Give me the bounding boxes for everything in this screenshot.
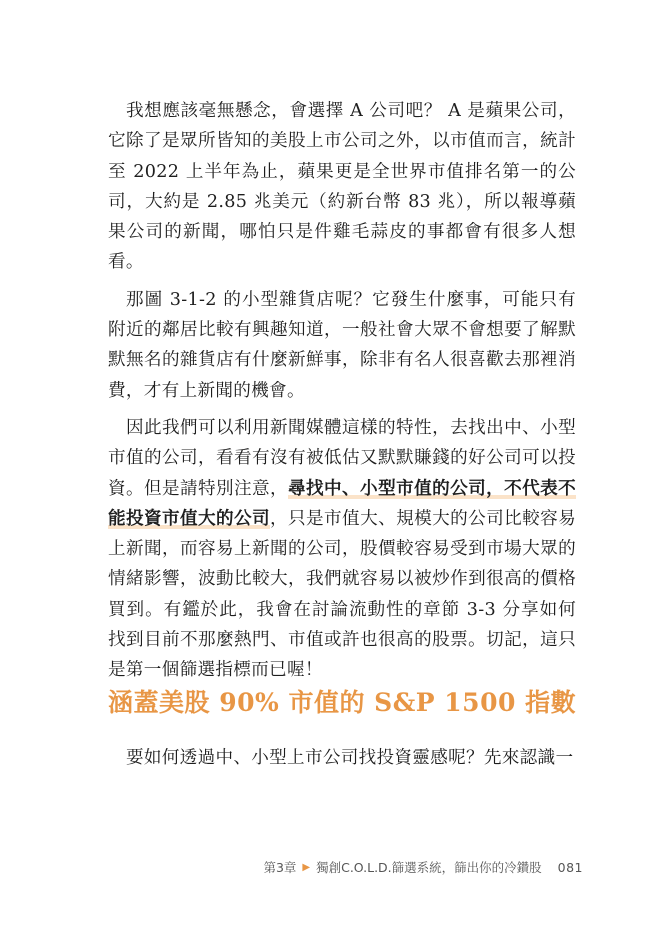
- body-text: [108, 96, 576, 693]
- chapter-label: 第3章: [263, 860, 297, 875]
- paragraph-4: 要如何透過中、小型上市公司找投資靈感呢？先來認識一: [126, 748, 574, 768]
- page-number: 081: [557, 859, 583, 875]
- paragraph-1: 我想應該毫無懸念，會選擇 A 公司吧？ A 是蘋果公司，它除了是眾所皆知的美股上市公司之外，以市值而言，統計至 2022 上半年為止，蘋果更是全世界市值排名第一的公司，大約是 2.85 兆美元（約新台幣 83 兆），所以報導蘋果公司的新聞，哪怕只是件雞毛蒜皮的事都會有很多人想看。: [108, 101, 576, 273]
- chapter-title: 獨創C.O.L.D.篩選系統，篩出你的冷鑽股: [316, 860, 542, 875]
- triangle-right-icon: ▶: [302, 861, 311, 873]
- paragraph-2: 那圖 3-1-2 的小型雜貨店呢？它發生什麼事，可能只有附近的鄰居比較有興趣知道，一般社會大眾不會想要了解默默無名的雜貨店有什麼新鮮事，除非有名人很喜歡去那裡消費，才有上新聞的機會。: [108, 289, 576, 401]
- section-heading: 涵蓋美股 90% 市值的 S&P 1500 指數: [108, 688, 577, 717]
- highlighted-text: 尋找中、小型市值的公司，不代表不能投資市值大的公司: [108, 477, 576, 529]
- running-footer: [263, 858, 583, 876]
- paragraph-3-before: 因此我們可以利用新聞媒體這樣的特性，去找出中、小型市值的公司，看看有沒有被低估又默默賺錢的好公司可以投資。但是請特別注意，: [108, 417, 576, 499]
- paragraph-3: [108, 413, 576, 686]
- paragraph-3-after: ，只是市值大、規模大的公司比較容易上新聞，而容易上新聞的公司，股價較容易受到市場大眾的情緒影響，波動比較大，我們就容易以被炒作到很高的價格買到。有鑑於此，我會在討論流動性的章節 3-3 分享如何找到目前不那麼熱門、市值或許也很高的股票。切記，這只是第一個篩選指標而已喔！: [108, 508, 577, 681]
